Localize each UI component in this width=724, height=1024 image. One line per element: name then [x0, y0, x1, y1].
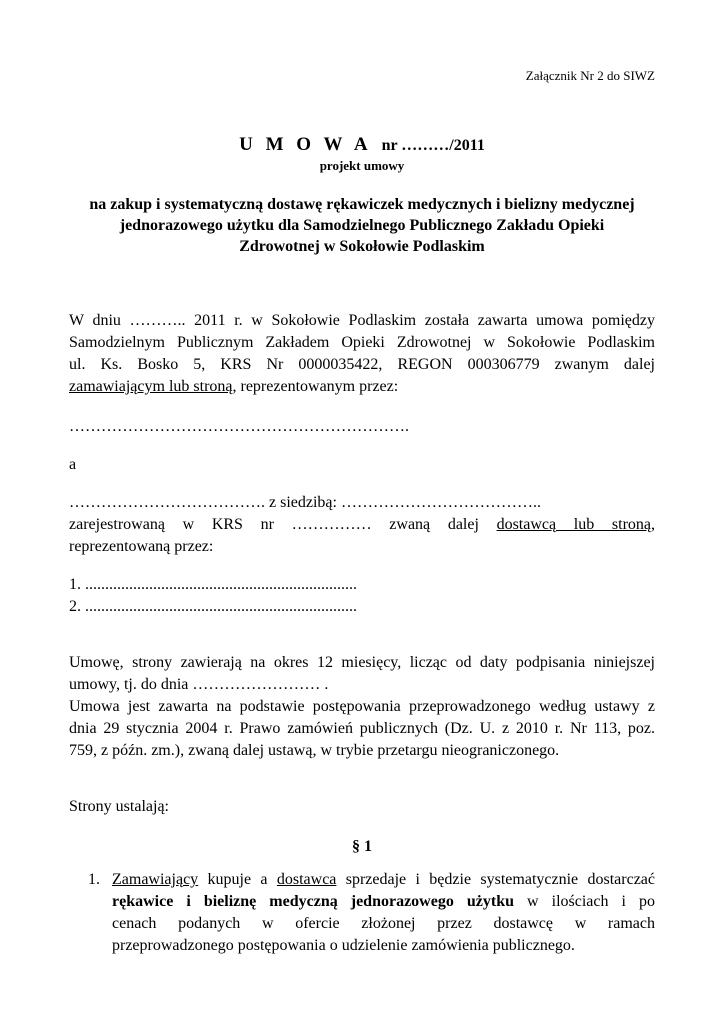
- parties-agree: Strony ustalają:: [69, 798, 169, 815]
- buyer-designation: zamawiającym lub stroną,: [69, 378, 237, 395]
- goods-description: rękawice i bieliznę medyczną jednorazowego użytku: [112, 893, 514, 910]
- supplier-term: dostawca: [276, 871, 337, 888]
- supplier-line: reprezentowaną przez:: [69, 538, 214, 555]
- clause-text: w ilościach i po: [514, 893, 655, 910]
- clause-text: kupuje a: [198, 871, 277, 888]
- contract-subject: [69, 194, 655, 257]
- intro-line-rest: reprezentowanym przez:: [236, 378, 399, 395]
- term-line: Umowa jest zawarta na podstawie postępowania przeprowadzonego według ustawy z: [69, 698, 655, 715]
- intro-line: W dniu ……….. 2011 r. w Sokołowie Podlaskim została zawarta umowa pomiędzy: [69, 312, 655, 329]
- conjunction: a: [69, 456, 77, 473]
- contract-word: U M O W A: [239, 134, 372, 155]
- term-line: umowy, tj. do dnia …………………… .: [69, 676, 329, 693]
- clause-line: przeprowadzonego postępowania o udzielenie zamówienia publicznego.: [112, 937, 575, 954]
- clause-line: [112, 871, 655, 889]
- term-line: dnia 29 stycznia 2004 r. Prawo zamówień publicznych (Dz. U. z 2010 r. Nr 113, poz.: [69, 720, 655, 737]
- supplier-line: ………………………………. z siedzibą: ………………………………..: [69, 494, 541, 511]
- subject-line: na zakup i systematyczną dostawę rękawiczek medycznych i bielizny medycznej: [89, 196, 635, 213]
- subject-line: Zdrowotnej w Sokołowie Podlaskim: [239, 238, 485, 255]
- attachment-note: Załącznik Nr 2 do SIWZ: [525, 68, 655, 83]
- clause-line: cenach podanych w ofercie złożonej przez dostawcę w ramach: [112, 915, 655, 932]
- clause-line: [112, 893, 655, 911]
- contract-title: [0, 134, 724, 156]
- section-heading: § 1: [352, 838, 372, 855]
- subject-line: jednorazowego użytku dla Samodzielnego Publicznego Zakładu Opieki: [119, 217, 605, 234]
- intro-line: [69, 378, 655, 396]
- representative-blank: ……………………………………………………….: [69, 418, 409, 435]
- supplier-designation: dostawcą lub stroną: [496, 516, 651, 533]
- supplier-line: [69, 516, 655, 534]
- buyer-term: Zamawiający: [112, 871, 199, 888]
- term-line: Umowę, strony zawierają na okres 12 miesięcy, licząc od daty podpisania niniejszej: [69, 654, 655, 671]
- signatory-line: 1. ....................................................................: [69, 576, 357, 593]
- supplier-registration: zarejestrowaną w KRS nr …………… zwaną dalej: [69, 516, 497, 533]
- term-line: 759, z późn. zm.), zwaną dalej ustawą, w trybie przetargu nieograniczonego.: [69, 742, 560, 759]
- contract-number: nr ………/2011: [381, 137, 485, 154]
- clause-number: 1.: [88, 871, 100, 888]
- intro-line: ul. Ks. Bosko 5, KRS Nr 0000035422, REGON 000306779 zwanym dalej: [69, 356, 655, 373]
- intro-line: Samodzielnym Publicznym Zakładem Opieki Zdrowotnej w Sokołowie Podlaskim: [69, 334, 655, 351]
- clause-text: sprzedaje i będzie systematycznie dostarczać: [336, 871, 655, 888]
- supplier-line-end: ,: [651, 516, 655, 533]
- contract-subtitle: projekt umowy: [319, 158, 405, 173]
- signatory-line: 2. ....................................................................: [69, 598, 357, 615]
